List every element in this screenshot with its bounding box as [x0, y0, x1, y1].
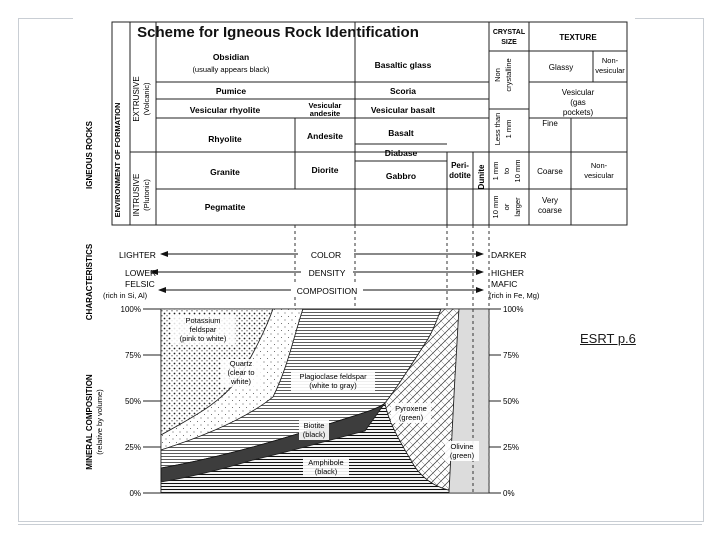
rock-peridotite-line1: Peri-	[451, 161, 469, 170]
texture-glassy: Glassy	[548, 63, 574, 72]
rock-vesicular-basalt: Vesicular basalt	[370, 105, 436, 115]
scheme-title: Scheme for Igneous Rock Identification	[137, 24, 419, 41]
char-lower: LOWER	[125, 268, 157, 278]
rock-obsidian: Obsidian	[212, 52, 250, 62]
igneous-rocks-label: IGNEOUS ROCKS	[85, 120, 94, 190]
label-quartz-line3: white)	[230, 377, 252, 386]
char-density: DENSITY	[308, 268, 346, 278]
size-noncrystalline-line1: Non	[493, 68, 502, 82]
size-1-10mm-line1: 1 mm	[491, 161, 500, 181]
label-pyroxene-line1: Pyroxene	[395, 404, 427, 413]
texture-header: TEXTURE	[559, 33, 597, 42]
mineral-composition-chart	[121, 305, 524, 498]
size-less-than-line1: Less than	[493, 112, 502, 146]
label-amphibole-line1: Amphibole	[308, 458, 344, 467]
rock-pegmatite: Pegmatite	[204, 202, 246, 212]
char-composition: COMPOSITION	[296, 286, 358, 296]
texture-very-coarse-line1: Very	[541, 196, 559, 205]
texture-coarse: Coarse	[537, 167, 563, 176]
rock-andesite: Andesite	[307, 131, 343, 141]
rock-granite: Granite	[210, 167, 240, 177]
tick-left-100: 100%	[120, 305, 141, 314]
texture-nonvesicular-top-line2: vesicular	[595, 66, 625, 75]
crystal-size-header-line1: CRYSTAL	[492, 29, 526, 36]
rock-basaltic-glass: Basaltic glass	[374, 60, 432, 70]
size-10mm-line1: 10 mm	[491, 195, 500, 219]
tick-right-50: 50%	[503, 397, 520, 406]
rock-vesicular-andesite-line2: andesite	[309, 109, 341, 118]
size-10mm-line3: larger	[513, 197, 522, 217]
char-felsic: FELSIC	[125, 279, 155, 289]
texture-nonvesicular-top-line1: Non-	[601, 56, 619, 65]
char-mafic-note: (rich in Fe, Mg)	[489, 291, 540, 300]
tick-left-50: 50%	[124, 397, 141, 406]
tick-left-0: 0%	[129, 489, 141, 498]
texture-fine: Fine	[542, 119, 558, 128]
label-biotite-line1: Biotite	[303, 421, 325, 430]
size-1-10mm-line3: 10 mm	[513, 159, 522, 183]
rock-dunite: Dunite	[477, 164, 486, 190]
by-volume-label: (relative by volume)	[95, 389, 104, 455]
volcanic-label: (Volcanic)	[142, 82, 151, 116]
label-quartz-line2: (clear to	[227, 368, 255, 377]
char-darker: DARKER	[491, 250, 527, 260]
texture-very-coarse-line2: coarse	[537, 206, 563, 215]
label-olivine-line2: (green)	[449, 451, 475, 460]
size-less-than-line2: 1 mm	[504, 119, 513, 139]
scheme-diagram	[73, 17, 635, 506]
slide-bottom-rule	[18, 524, 702, 525]
rock-basalt: Basalt	[388, 128, 414, 138]
label-biotite-line2: (black)	[302, 430, 326, 439]
label-olivine-line1: Olivine	[450, 442, 474, 451]
extrusive-label: EXTRUSIVE	[132, 76, 141, 122]
size-10mm-line2: or	[502, 203, 511, 211]
rock-obsidian-note: (usually appears black)	[192, 65, 270, 74]
rock-scoria: Scoria	[390, 86, 416, 96]
size-noncrystalline-line2: crystalline	[504, 58, 513, 92]
label-amphibole-line2: (black)	[314, 467, 338, 476]
label-kspar-line2: feldspar	[189, 325, 217, 334]
rock-diorite: Diorite	[311, 165, 339, 175]
texture-vesicular-line3: pockets)	[562, 108, 594, 117]
characteristics-label: CHARACTERISTICS	[85, 243, 94, 321]
rock-diabase: Diabase	[384, 148, 418, 158]
tick-left-75: 75%	[124, 351, 141, 360]
texture-vesicular-line1: Vesicular	[561, 88, 595, 97]
char-lighter: LIGHTER	[119, 250, 156, 260]
rock-vesicular-rhyolite: Vesicular rhyolite	[189, 105, 261, 115]
crystal-size-header-line2: SIZE	[501, 39, 517, 46]
tick-left-25: 25%	[124, 443, 141, 452]
char-mafic: MAFIC	[491, 279, 518, 289]
label-pyroxene-line2: (green)	[398, 413, 424, 422]
rock-vesicular-andesite-line1: Vesicular	[308, 101, 342, 110]
label-kspar-line1: Potassium	[185, 316, 221, 325]
tick-right-25: 25%	[503, 443, 520, 452]
igneous-rock-scheme	[73, 17, 635, 506]
texture-nonvesicular-mid-line1: Non-	[590, 161, 608, 170]
tick-right-75: 75%	[503, 351, 520, 360]
tick-right-100: 100%	[503, 305, 524, 314]
mineral-composition-label: MINERAL COMPOSITION	[85, 374, 94, 470]
plutonic-label: (Plutonic)	[142, 179, 151, 211]
esrt-page-link[interactable]: ESRT p.6	[580, 331, 636, 346]
rock-gabbro: Gabbro	[385, 171, 417, 181]
label-plag-line1: Plagioclase feldspar	[299, 372, 367, 381]
rock-peridotite-line2: dotite	[449, 171, 471, 180]
rock-rhyolite: Rhyolite	[208, 134, 242, 144]
environment-label: ENVIRONMENT OF FORMATION	[113, 102, 122, 218]
intrusive-label: INTRUSIVE	[132, 173, 141, 217]
tick-right-0: 0%	[503, 489, 515, 498]
label-quartz-line1: Quartz	[229, 359, 253, 368]
texture-nonvesicular-mid-line2: vesicular	[584, 171, 614, 180]
char-felsic-note: (rich in Si, Al)	[103, 291, 148, 300]
size-1-10mm-line2: to	[502, 167, 511, 175]
char-higher: HIGHER	[491, 268, 525, 278]
label-kspar-line3: (pink to white)	[179, 334, 227, 343]
texture-vesicular-line2: (gas	[570, 98, 586, 107]
rock-pumice: Pumice	[215, 86, 247, 96]
char-color: COLOR	[310, 250, 342, 260]
label-plag-line2: (white to gray)	[309, 381, 357, 390]
